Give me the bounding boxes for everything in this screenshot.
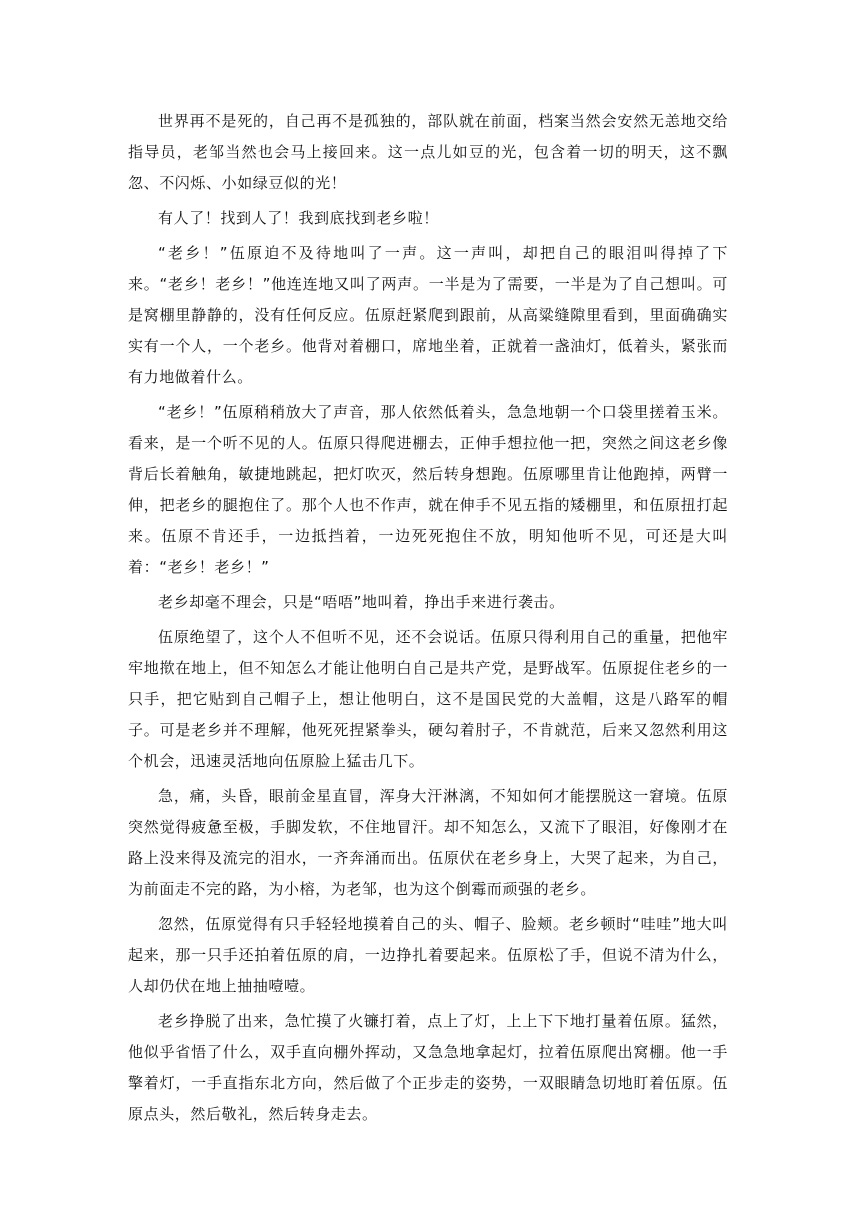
paragraph-6: 伍原绝望了，这个人不但听不见，还不会说话。伍原只得利用自己的重量，把他牢牢地揿在地上，但不知怎么才能让他明白自己是共产党，是野战军。伍原捉住老乡的一只手，把它贴到自己帽子上，想让他明白，这不是国民党的大盖帽，这是八路军的帽子。可是老乡并不理解，他死死捏紧拳头，硬勾着肘子，不肯就范，后来又忽然利用这个机会，迅速灵活地向伍原脸上猛击几下。 [128,628,728,770]
story-text [128,106,728,1134]
paragraph-1: 世界再不是死的，自己再不是孤独的，部队就在前面，档案当然会安然无恙地交给指导员，老邹当然也会马上接回来。这一点儿如豆的光，包含着一切的明天，这不飘忽、不闪烁、小如绿豆似的光！ [128,112,728,192]
paragraph-7: 急，痛，头昏，眼前金星直冒，浑身大汗淋漓，不知如何才能摆脱这一窘境。伍原突然觉得疲惫至极，手脚发软，不住地冒汗。却不知怎么，又流下了眼泪，好像刚才在路上没来得及流完的泪水，一齐奔涌而出。伍原伏在老乡身上，大哭了起来，为自己，为前面走不完的路，为小榕，为老邹，也为这个倒霉而顽强的老乡。 [128,787,728,898]
paragraph-8: 忽然，伍原觉得有只手轻轻地摸着自己的头、帽子、脸颊。老乡顿时“哇哇”地大叫起来，那一只手还拍着伍原的肩，一边挣扎着要起来。伍原松了手，但说不清为什么，人却仍伏在地上抽抽噎噎。 [128,915,728,995]
paragraph-9: 老乡挣脱了出来，急忙摸了火镰打着，点上了灯，上上下下地打量着伍原。猛然，他似乎省悟了什么，双手直向棚外挥动，又急急地拿起灯，拉着伍原爬出窝棚。他一手擎着灯，一手直指东北方向，然后做了个正步走的姿势，一双眼睛急切地盯着伍原。伍原点头，然后敬礼，然后转身走去。 [128,1012,728,1123]
paragraph-2: 有人了！找到人了！我到底找到老乡啦！ [158,209,439,227]
paragraph-3: “老乡！”伍原迫不及待地叫了一声。这一声叫，却把自己的眼泪叫得掉了下来。“老乡！老乡！”他连连地又叫了两声。一半是为了需要，一半是为了自己想叫。可是窝棚里静静的，没有任何反应。伍原赶紧爬到跟前，从高粱缝隙里看到，里面确确实实有一个人，一个老乡。他背对着棚口，席地坐着，正就着一盏油灯，低着头，紧张而有力地做着什么。 [128,244,728,386]
paragraph-5: 老乡却毫不理会，只是“唔唔”地叫着，挣出手来进行袭击。 [158,593,565,611]
paragraph-4: “老乡！”伍原稍稍放大了声音，那人依然低着头，急急地朝一个口袋里搓着玉米。看来，是一个听不见的人。伍原只得爬进棚去，正伸手想拉他一把，突然之间这老乡像背后长着触角，敏捷地跳起，把灯吹灭，然后转身想跑。伍原哪里肯让他跑掉，两臂一伸，把老乡的腿抱住了。那个人也不作声，就在伸手不见五指的矮棚里，和伍原扭打起来。伍原不肯还手，一边抵挡着，一边死死抱住不放，明知他听不见，可还是大叫着：“老乡！老乡！” [128,403,728,576]
